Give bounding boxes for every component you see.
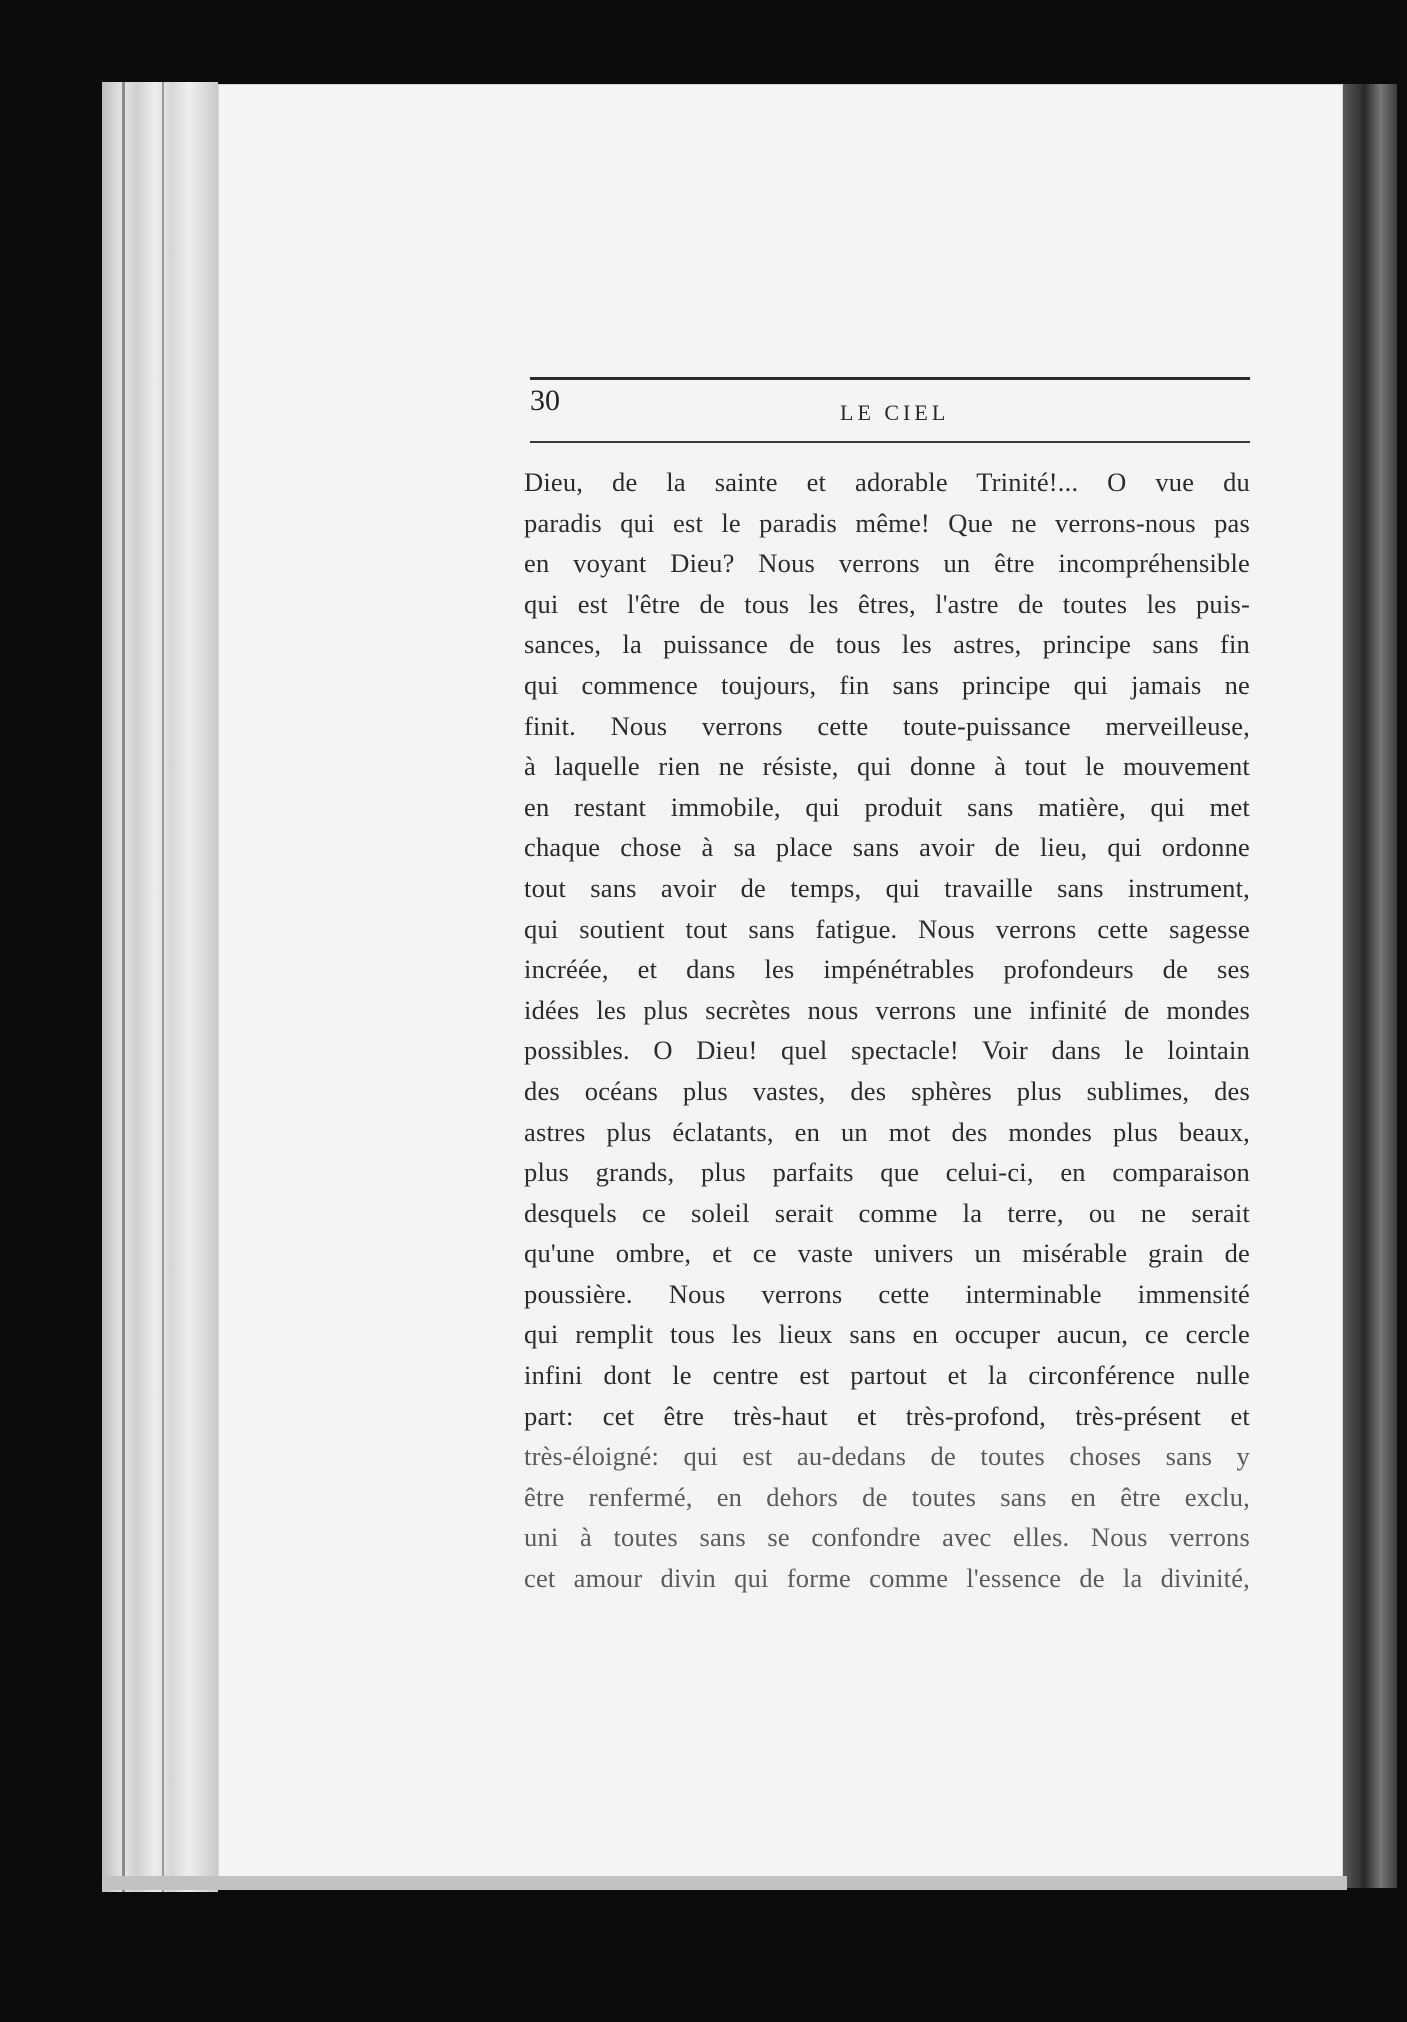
text-line: qui commence toujours, fin sans principe qui jamais ne [524,669,1250,700]
text-line: incréée, et dans les impénétrables profondeurs de ses [524,954,1250,985]
text-line: tout sans avoir de temps, qui travaille sans instrument, [524,872,1250,903]
text-line: desquels ce soleil serait comme la terre, ou ne serait [524,1197,1250,1228]
text-line: poussière. Nous verrons cette interminable immensité [524,1278,1250,1309]
text-line: astres plus éclatants, en un mot des mondes plus beaux, [524,1116,1250,1147]
text-line: finit. Nous verrons cette toute-puissance merveilleuse, [524,710,1250,741]
page-number: 30 [530,384,560,417]
text-line: à laquelle rien ne résiste, qui donne à tout le mouvement [524,751,1250,782]
text-line: en restant immobile, qui produit sans matière, qui met [524,791,1250,822]
text-line: uni à toutes sans se confondre avec elles. Nous verrons [524,1522,1250,1553]
text-line: être renfermé, en dehors de toutes sans en être exclu, [524,1481,1250,1512]
text-line: possibles. O Dieu! quel spectacle! Voir dans le lointain [524,1035,1250,1066]
text-line: infini dont le centre est partout et la circonférence nulle [524,1360,1250,1391]
text-line: sances, la puissance de tous les astres, principe sans fin [524,629,1250,660]
book-page-stack [102,82,218,1892]
header-rule-top [530,377,1250,380]
text-line: en voyant Dieu? Nous verrons un être incompréhensible [524,548,1250,579]
text-line: qui soutient tout sans fatigue. Nous verrons cette sagesse [524,913,1250,944]
text-line: cet amour divin qui forme comme l'essence de la divinité, [524,1563,1250,1594]
running-title: LE CIEL [840,400,950,425]
text-line: très-éloigné: qui est au-dedans de toutes choses sans y [524,1441,1250,1472]
text-line: qui est l'être de tous les êtres, l'astre de toutes les puis- [524,588,1250,619]
text-line: qui remplit tous les lieux sans en occuper aucun, ce cercle [524,1319,1250,1350]
text-line: qu'une ombre, et ce vaste univers un misérable grain de [524,1238,1250,1269]
text-line: des océans plus vastes, des sphères plus sublimes, des [524,1075,1250,1106]
text-line: idées les plus secrètes nous verrons une infinité de mondes [524,994,1250,1025]
text-line: paradis qui est le paradis même! Que ne verrons-nous pas [524,507,1250,538]
body-text [524,462,1250,2022]
text-line: chaque chose à sa place sans avoir de lieu, qui ordonne [524,832,1250,863]
text-line: plus grands, plus parfaits que celui-ci, en comparaison [524,1157,1250,1188]
header-rule-bottom [530,441,1250,443]
book-spine-edge [1343,84,1397,1888]
text-line: part: cet être très-haut et très-profond, très-présent et [524,1400,1250,1431]
text-line: Dieu, de la sainte et adorable Trinité!... O vue du [524,467,1250,497]
